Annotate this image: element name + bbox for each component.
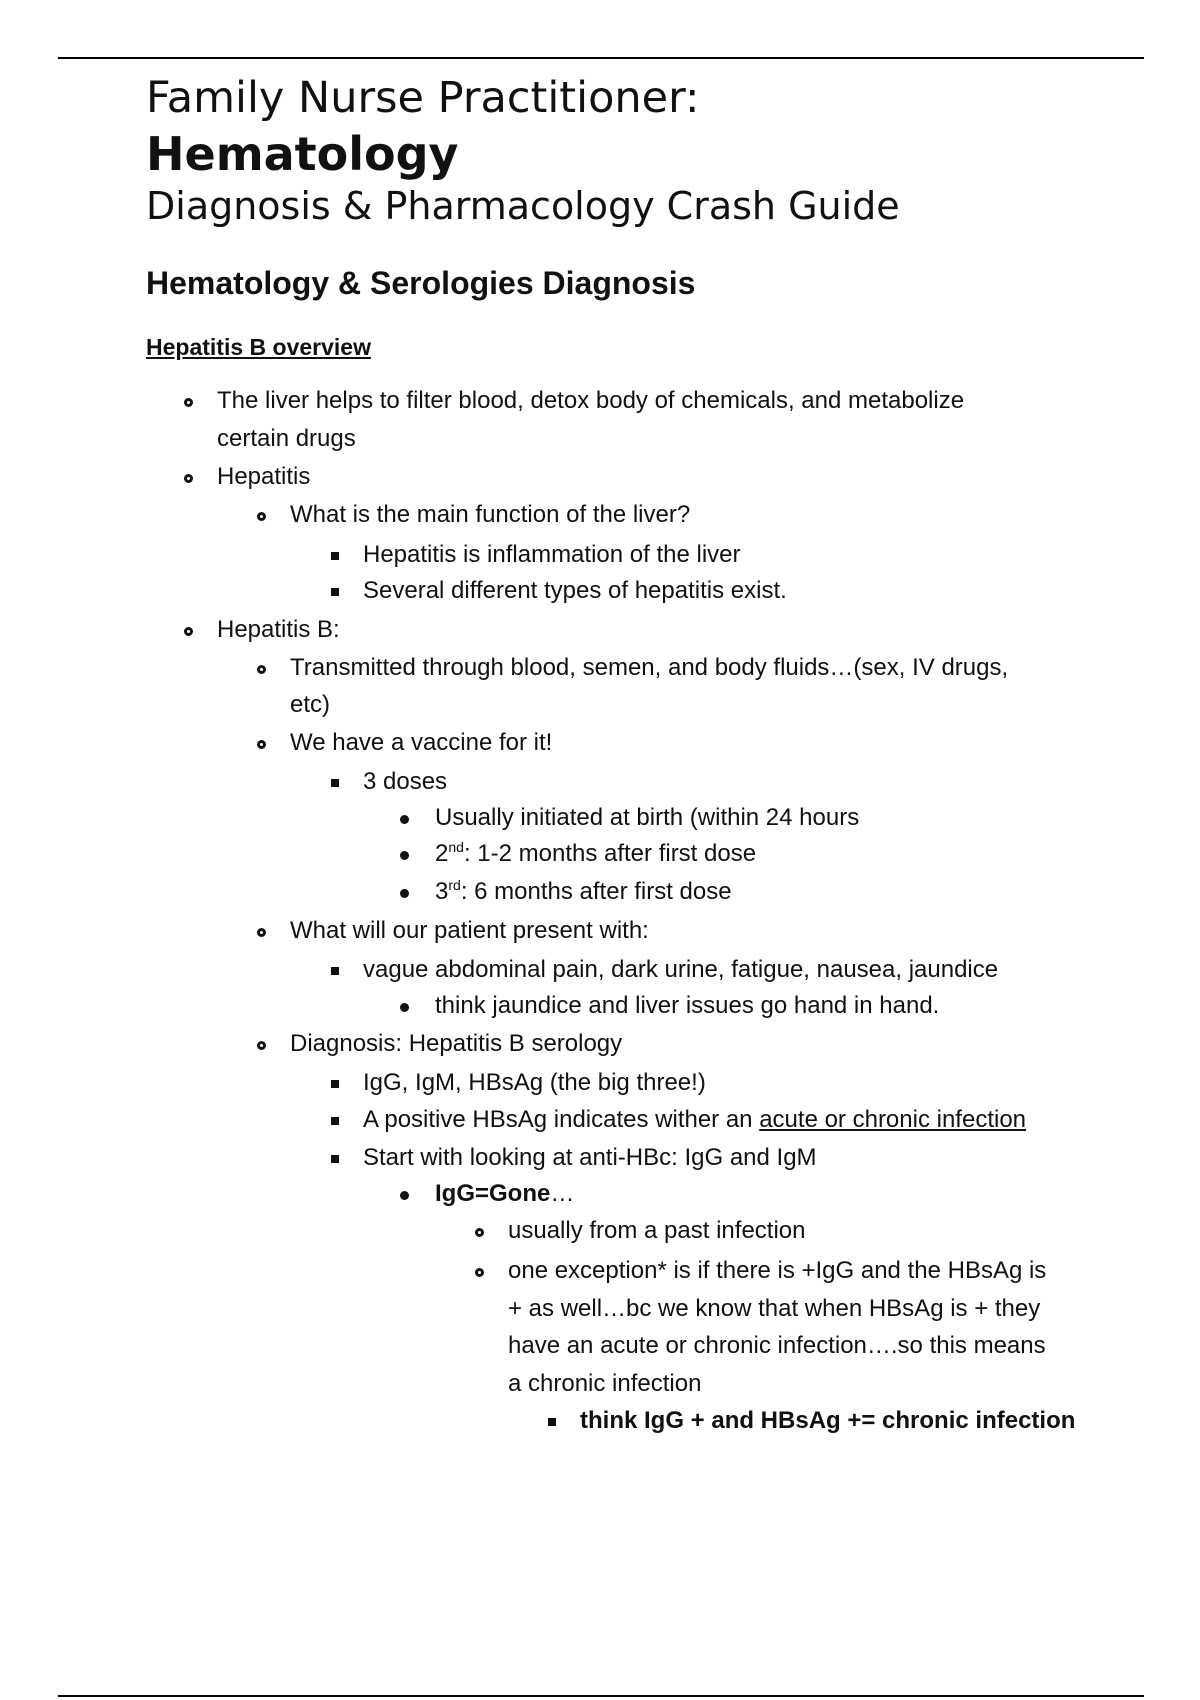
list-item: Usually initiated at birth (within 24 hours bbox=[435, 804, 860, 831]
list-item: IgG, IgM, HBsAg (the big three!) bbox=[363, 1069, 706, 1096]
list-item: We have a vaccine for it! bbox=[290, 729, 553, 756]
circle-bullet-icon bbox=[475, 1228, 484, 1237]
dose-number: 3 bbox=[435, 878, 449, 905]
dot-bullet-icon bbox=[400, 851, 409, 860]
list-item-continued: certain drugs bbox=[217, 425, 356, 452]
square-bullet-icon bbox=[331, 552, 339, 560]
dot-bullet-icon bbox=[400, 1191, 409, 1200]
dose-number: 2 bbox=[435, 840, 449, 867]
top-rule bbox=[58, 57, 1144, 59]
list-item: What will our patient present with: bbox=[290, 917, 649, 944]
dose-text: : 1-2 months after first dose bbox=[463, 840, 757, 867]
square-bullet-icon bbox=[331, 1155, 339, 1163]
list-item: Several different types of hepatitis exist. bbox=[363, 577, 787, 604]
list-item: Diagnosis: Hepatitis B serology bbox=[290, 1030, 623, 1057]
list-item: vague abdominal pain, dark urine, fatigue, nausea, jaundice bbox=[363, 956, 999, 983]
dot-bullet-icon bbox=[400, 815, 409, 824]
list-item-continued: etc) bbox=[290, 691, 331, 718]
dose-text: : 6 months after first dose bbox=[460, 878, 732, 905]
list-item bbox=[435, 876, 732, 908]
list-item: 3 doses bbox=[363, 768, 448, 795]
circle-bullet-icon bbox=[184, 627, 193, 636]
list-item: Transmitted through blood, semen, and body fluids…(sex, IV drugs, bbox=[290, 654, 1009, 681]
item-text: A positive HBsAg indicates wither an bbox=[363, 1106, 760, 1133]
square-bullet-icon bbox=[331, 779, 339, 787]
square-bullet-icon bbox=[331, 1080, 339, 1088]
list-item: Start with looking at anti-HBc: IgG and IgM bbox=[363, 1144, 817, 1171]
list-item bbox=[363, 1104, 1026, 1136]
list-item: Hepatitis bbox=[217, 463, 311, 490]
dot-bullet-icon bbox=[400, 1003, 409, 1012]
circle-bullet-icon bbox=[257, 665, 266, 674]
ordinal-suffix: rd bbox=[448, 877, 461, 893]
list-item bbox=[435, 1178, 574, 1210]
dot-bullet-icon bbox=[400, 889, 409, 898]
circle-bullet-icon bbox=[257, 928, 266, 937]
bold-text: IgG=Gone bbox=[435, 1180, 551, 1207]
list-item-continued: a chronic infection bbox=[508, 1370, 702, 1397]
circle-bullet-icon bbox=[257, 512, 266, 521]
list-item-continued: have an acute or chronic infection….so this means bbox=[508, 1332, 1046, 1359]
underlined-text: acute or chronic infection bbox=[759, 1106, 1027, 1133]
item-text: … bbox=[550, 1180, 575, 1207]
square-bullet-icon bbox=[331, 967, 339, 975]
list-item: Hepatitis is inflammation of the liver bbox=[363, 541, 741, 568]
list-item: Hepatitis B: bbox=[217, 616, 340, 643]
list-item: think IgG + and HBsAg += chronic infection bbox=[580, 1407, 1076, 1434]
title-line-2: Hematology bbox=[146, 127, 459, 181]
ordinal-suffix: nd bbox=[448, 839, 464, 855]
sub-heading: Hepatitis B overview bbox=[146, 334, 371, 360]
circle-bullet-icon bbox=[184, 398, 193, 407]
circle-bullet-icon bbox=[257, 1041, 266, 1050]
list-item-continued: + as well…bc we know that when HBsAg is + they bbox=[508, 1295, 1041, 1322]
bottom-rule bbox=[58, 1695, 1144, 1697]
list-item: What is the main function of the liver? bbox=[290, 501, 691, 528]
circle-bullet-icon bbox=[257, 740, 266, 749]
title-line-3: Diagnosis & Pharmacology Crash Guide bbox=[146, 184, 900, 228]
circle-bullet-icon bbox=[184, 474, 193, 483]
title-line-1: Family Nurse Practitioner: bbox=[146, 73, 700, 123]
list-item: think jaundice and liver issues go hand in hand. bbox=[435, 992, 940, 1019]
list-item: usually from a past infection bbox=[508, 1217, 806, 1244]
list-item bbox=[435, 838, 756, 870]
document-title bbox=[146, 70, 1146, 230]
circle-bullet-icon bbox=[475, 1268, 484, 1277]
list-item: The liver helps to filter blood, detox body of chemicals, and metabolize bbox=[217, 387, 965, 414]
square-bullet-icon bbox=[548, 1418, 556, 1426]
square-bullet-icon bbox=[331, 588, 339, 596]
square-bullet-icon bbox=[331, 1117, 339, 1125]
list-item: one exception* is if there is +IgG and the HBsAg is bbox=[508, 1257, 1047, 1284]
section-heading: Hematology & Serologies Diagnosis bbox=[146, 265, 696, 301]
